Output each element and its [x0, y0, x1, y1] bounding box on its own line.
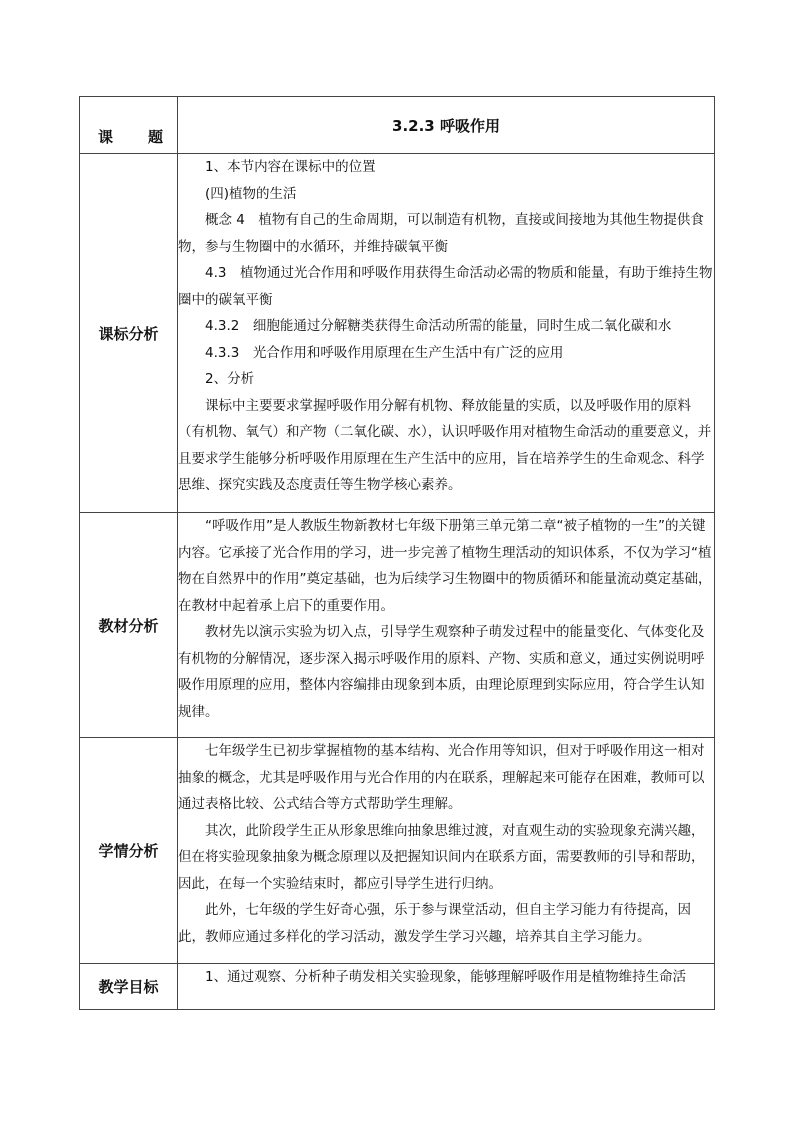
- topic-label-char-2: 题: [147, 128, 163, 146]
- curriculum-paragraph: 4.3.2 细胞能通过分解糖类获得生命活动所需的能量，同时生成二氧化碳和水: [205, 318, 672, 334]
- curriculum-label: 课标分析: [80, 154, 178, 513]
- students-row: [80, 738, 715, 964]
- lesson-title: 3.2.3 呼吸作用: [178, 97, 715, 154]
- students-paragraph: 此外，七年级的学生好奇心强，乐于参与课堂活动，但自主学习能力有待提高，因此，教师应通过多样化的学习活动，激发学生学习兴趣，培养其自主学习能力。: [178, 902, 691, 945]
- curriculum-paragraph: 1、本节内容在课标中的位置: [205, 159, 376, 175]
- lesson-plan-table: [79, 96, 715, 1010]
- curriculum-row: [80, 154, 715, 513]
- textbook-row: [80, 513, 715, 738]
- objectives-paragraph: 1、通过观察、分析种子萌发相关实验现象，能够理解呼吸作用是植物维持生命活: [205, 969, 687, 985]
- textbook-label: 教材分析: [80, 513, 178, 738]
- objectives-content: [178, 964, 715, 1010]
- students-content: [178, 738, 715, 964]
- students-paragraph: 七年级学生已初步掌握植物的基本结构、光合作用等知识，但对于呼吸作用这一相对抽象的概念，尤其是呼吸作用与光合作用的内在联系，理解起来可能存在困难，教师可以通过表格比较、公式结合等方式帮助学生理解。: [178, 743, 705, 812]
- topic-label: [80, 126, 177, 147]
- curriculum-paragraph: 课标中主要要求掌握呼吸作用分解有机物、释放能量的实质，以及呼吸作用的原料（有机物、氧气）和产物（二氧化碳、水），认识呼吸作用对植物生命活动的重要意义，并且要求学生能够分析呼吸作用原理在生产生活中的应用，旨在培养学生的生命观念、科学思维、探究实践及态度责任等生物学核心素养。: [178, 397, 712, 493]
- objectives-row: [80, 964, 715, 1010]
- topic-label-cell: [80, 97, 178, 154]
- title-row: [80, 97, 715, 154]
- textbook-paragraph: “呼吸作用”是人教版生物新教材七年级下册第三单元第二章“被子植物的一生”的关键内容。它承接了光合作用的学习，进一步完善了植物生理活动的知识体系，不仅为学习“植物在自然界中的作用”奠定基础，也为后续学习生物圈中的物质循环和能量流动奠定基础，在教材中起着承上启下的重要作用。: [178, 518, 712, 614]
- curriculum-paragraph: (四)植物的生活: [205, 185, 297, 202]
- students-paragraph: 其次，此阶段学生正从形象思维向抽象思维过渡，对直观生动的实验现象充满兴趣，但在将实验现象抽象为概念原理以及把握知识间内在联系方面，需要教师的引导和帮助，因此，在每一个实验结束时，都应引导学生进行归纳。: [178, 822, 705, 892]
- curriculum-paragraph: 概念 4 植物有自己的生命周期，可以制造有机物，直接或间接地为其他生物提供食物，参与生物圈中的水循环，并维持碳氧平衡: [178, 212, 704, 255]
- topic-label-char-1: 课: [98, 128, 114, 146]
- objectives-label: 教学目标: [80, 964, 178, 1010]
- textbook-content: [178, 513, 715, 738]
- curriculum-paragraph: 4.3 植物通过光合作用和呼吸作用获得生命活动必需的物质和能量，有助于维持生物圈中的碳氧平衡: [178, 265, 713, 308]
- curriculum-paragraph: 4.3.3 光合作用和呼吸作用原理在生产生活中有广泛的应用: [205, 344, 564, 361]
- textbook-paragraph: 教材先以演示实验为切入点，引导学生观察种子萌发过程中的能量变化、气体变化及有机物的分解情况，逐步深入揭示呼吸作用的原料、产物、实质和意义，通过实例说明呼吸作用原理的应用，整体内容编排由现象到本质，由理论原理到实际应用，符合学生认知规律。: [178, 624, 705, 720]
- curriculum-paragraph: 2、分析: [205, 371, 255, 387]
- students-label: 学情分析: [80, 738, 178, 964]
- curriculum-content: [178, 154, 715, 513]
